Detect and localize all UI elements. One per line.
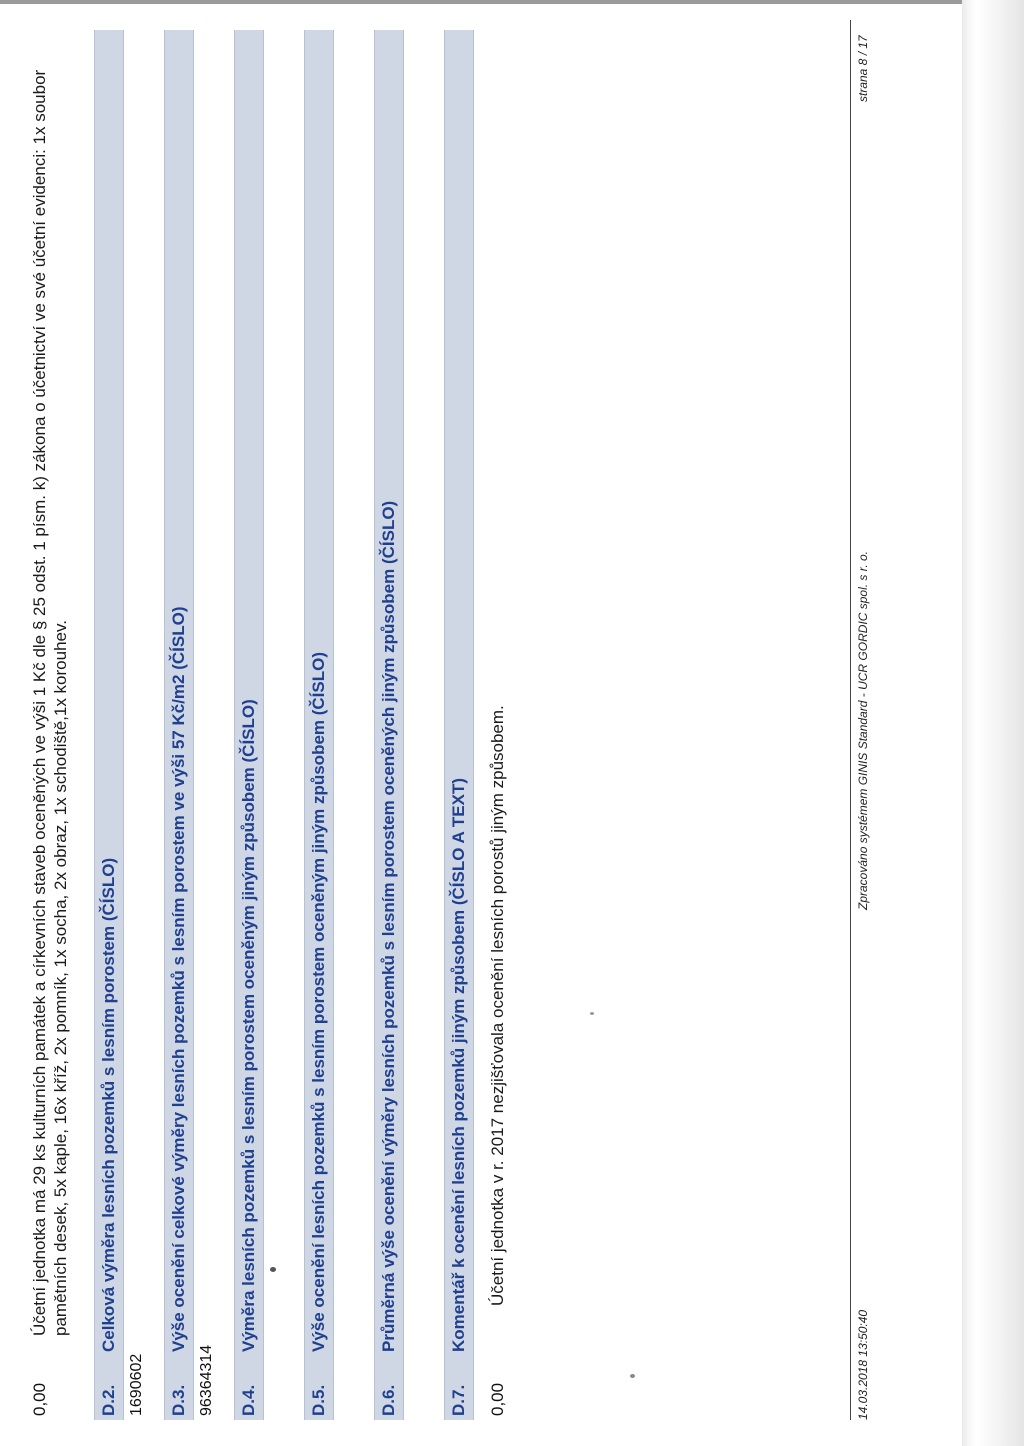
section-title: Celková výměra lesních pozemků s lesním porostem (ČÍSLO) (99, 857, 118, 1352)
section-title: Výměra lesních pozemků s lesním porostem oceněným jiným způsobem (ČÍSLO) (239, 699, 258, 1352)
section-title: Komentář k ocenění lesních pozemků jiným způsobem (ČÍSLO A TEXT) (449, 778, 468, 1352)
d7-value: 0,00 (488, 1382, 507, 1416)
footer-rule (850, 20, 851, 1420)
rotated-document-page (20, 20, 900, 1420)
section-header-d4 (234, 30, 264, 1420)
section-title: Výše ocenění lesních pozemků s lesním porostem oceněným jiným způsobem (ČÍSLO) (309, 651, 328, 1352)
top-value: 0,00 (30, 1382, 49, 1416)
section-id: D.4. (239, 1384, 258, 1416)
section-title: Výše ocenění celkové výměry lesních pozemků s lesním porostem ve výši 57 Kč/m2 (ČÍSLO) (169, 606, 188, 1352)
section-header-d6 (374, 30, 404, 1420)
section-id: D.5. (309, 1384, 328, 1416)
scan-speck (590, 1012, 594, 1015)
scan-speck (270, 1267, 276, 1272)
section-header-d7 (444, 30, 474, 1420)
section-id: D.7. (449, 1384, 468, 1416)
section-id: D.6. (379, 1384, 398, 1416)
section-title: Průměrná výše ocenění výměry lesních pozemků s lesním porostem oceněných jiným způsobem (ČÍSLO) (379, 500, 398, 1352)
intro-paragraph-line1: Účetní jednotka má 29 ks kulturních památek a církevních staveb oceněných ve výši 1 Kč dle § 25 odst. 1 písm. k) zákona o účetnictví ve své účetní evidenci: 1x soubor (30, 69, 49, 1336)
section-header-d5 (304, 30, 334, 1420)
section-value-d2: 1690602 (128, 1353, 145, 1416)
intro-paragraph-line2: pamětních desek, 5x kaple, 16x kříž, 2x pomník, 1x socha, 2x obraz, 1x schodiště,1x korouhev. (51, 620, 70, 1336)
d7-comment: Účetní jednotka v r. 2017 nezjišťovala ocenění lesních porostů jiným způsobem. (488, 705, 507, 1306)
footer-datetime: 14.03.2018 13:50:40 (856, 1309, 870, 1420)
section-header-d3 (164, 30, 194, 1420)
scan-top-edge (0, 0, 1024, 4)
section-id: D.2. (99, 1384, 118, 1416)
scan-paper-edge (962, 0, 1024, 1446)
footer-system: Zpracováno systémem GINIS Standard - UCR GORDIC spol. s r. o. (856, 551, 870, 910)
section-header-d2 (94, 30, 124, 1420)
footer-page-number: strana 8 / 17 (856, 35, 870, 102)
section-value-d3: 96364314 (198, 1344, 215, 1416)
section-id: D.3. (169, 1384, 188, 1416)
scan-speck (630, 1374, 635, 1378)
